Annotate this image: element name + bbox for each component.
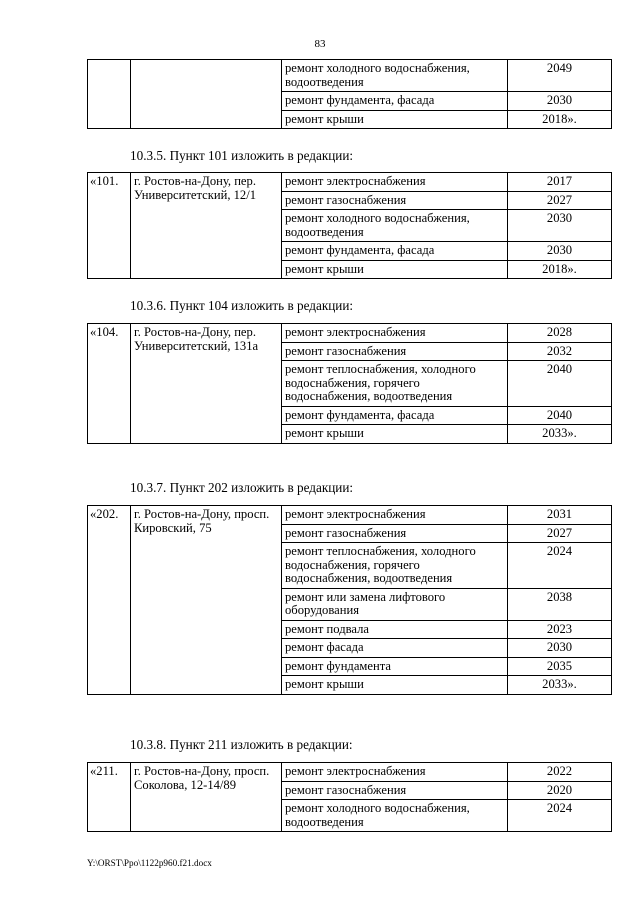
year-cell: 2024: [508, 543, 612, 589]
work-cell: ремонт крыши: [282, 260, 508, 279]
item-table: [87, 323, 612, 444]
section-heading: 10.3.5. Пункт 101 изложить в редакции:: [130, 148, 354, 163]
table-row: [88, 324, 612, 343]
year-cell: 2020: [508, 781, 612, 800]
year-cell: 2030: [508, 639, 612, 658]
work-cell: ремонт газоснабжения: [282, 342, 508, 361]
work-cell: ремонт электроснабжения: [282, 506, 508, 525]
year-cell: 2040: [508, 406, 612, 425]
work-cell: ремонт фасада: [282, 639, 508, 658]
year-cell: 2027: [508, 524, 612, 543]
work-cell: ремонт холодного водоснабжения, водоотведения: [282, 60, 508, 92]
year-cell: 2017: [508, 173, 612, 192]
table-row: [88, 763, 612, 782]
item-table: [87, 172, 612, 279]
work-cell: ремонт холодного водоснабжения, водоотведения: [282, 800, 508, 832]
year-cell: 2018».: [508, 110, 612, 129]
item-number: «104.: [88, 324, 131, 444]
item-table: [87, 505, 612, 695]
table-row: [88, 60, 612, 92]
footer-file-path: Y:\ORST\Ppo\1122p960.f21.docx: [87, 858, 212, 868]
work-cell: ремонт газоснабжения: [282, 524, 508, 543]
year-cell: 2033».: [508, 425, 612, 444]
year-cell: 2038: [508, 588, 612, 620]
work-cell: ремонт фундамента, фасада: [282, 92, 508, 111]
year-cell: 2035: [508, 657, 612, 676]
year-cell: 2030: [508, 210, 612, 242]
item-address: г. Ростов-на-Дону, просп. Кировский, 75: [131, 506, 282, 695]
work-cell: ремонт электроснабжения: [282, 763, 508, 782]
year-cell: 2030: [508, 92, 612, 111]
year-cell: 2032: [508, 342, 612, 361]
work-cell: ремонт или замена лифтового оборудования: [282, 588, 508, 620]
work-cell: ремонт электроснабжения: [282, 324, 508, 343]
work-cell: ремонт газоснабжения: [282, 191, 508, 210]
work-cell: ремонт холодного водоснабжения, водоотведения: [282, 210, 508, 242]
year-cell: 2027: [508, 191, 612, 210]
item-address: г. Ростов-на-Дону, пер. Университетский, 12/1: [131, 173, 282, 279]
year-cell: 2023: [508, 620, 612, 639]
work-cell: ремонт крыши: [282, 676, 508, 695]
section-heading: 10.3.8. Пункт 211 изложить в редакции:: [130, 737, 353, 752]
year-cell: 2028: [508, 324, 612, 343]
section-heading: 10.3.6. Пункт 104 изложить в редакции:: [130, 298, 354, 313]
work-cell: ремонт крыши: [282, 425, 508, 444]
number-cell: [88, 60, 131, 129]
year-cell: 2030: [508, 242, 612, 261]
item-table: [87, 762, 612, 832]
year-cell: 2049: [508, 60, 612, 92]
work-cell: ремонт теплоснабжения, холодного водоснабжения, горячего водоснабжения, водоотведения: [282, 543, 508, 589]
item-address: г. Ростов-на-Дону, пер. Университетский, 131а: [131, 324, 282, 444]
work-cell: ремонт подвала: [282, 620, 508, 639]
item-number: «211.: [88, 763, 131, 832]
year-cell: 2033».: [508, 676, 612, 695]
page-number: 83: [314, 38, 326, 50]
year-cell: 2031: [508, 506, 612, 525]
item-number: «101.: [88, 173, 131, 279]
table-row: [88, 506, 612, 525]
item-number: «202.: [88, 506, 131, 695]
year-cell: 2024: [508, 800, 612, 832]
address-cell: [131, 60, 282, 129]
year-cell: 2022: [508, 763, 612, 782]
work-cell: ремонт теплоснабжения, холодного водоснабжения, горячего водоснабжения, водоотведения: [282, 361, 508, 407]
year-cell: 2018».: [508, 260, 612, 279]
year-cell: 2040: [508, 361, 612, 407]
work-cell: ремонт фундамента, фасада: [282, 242, 508, 261]
work-cell: ремонт электроснабжения: [282, 173, 508, 192]
work-cell: ремонт фундамента, фасада: [282, 406, 508, 425]
section-heading: 10.3.7. Пункт 202 изложить в редакции:: [130, 480, 354, 495]
work-cell: ремонт фундамента: [282, 657, 508, 676]
work-cell: ремонт крыши: [282, 110, 508, 129]
table-row: [88, 173, 612, 192]
item-address: г. Ростов-на-Дону, просп. Соколова, 12-14/89: [131, 763, 282, 832]
work-cell: ремонт газоснабжения: [282, 781, 508, 800]
continuation-table: [87, 59, 612, 129]
